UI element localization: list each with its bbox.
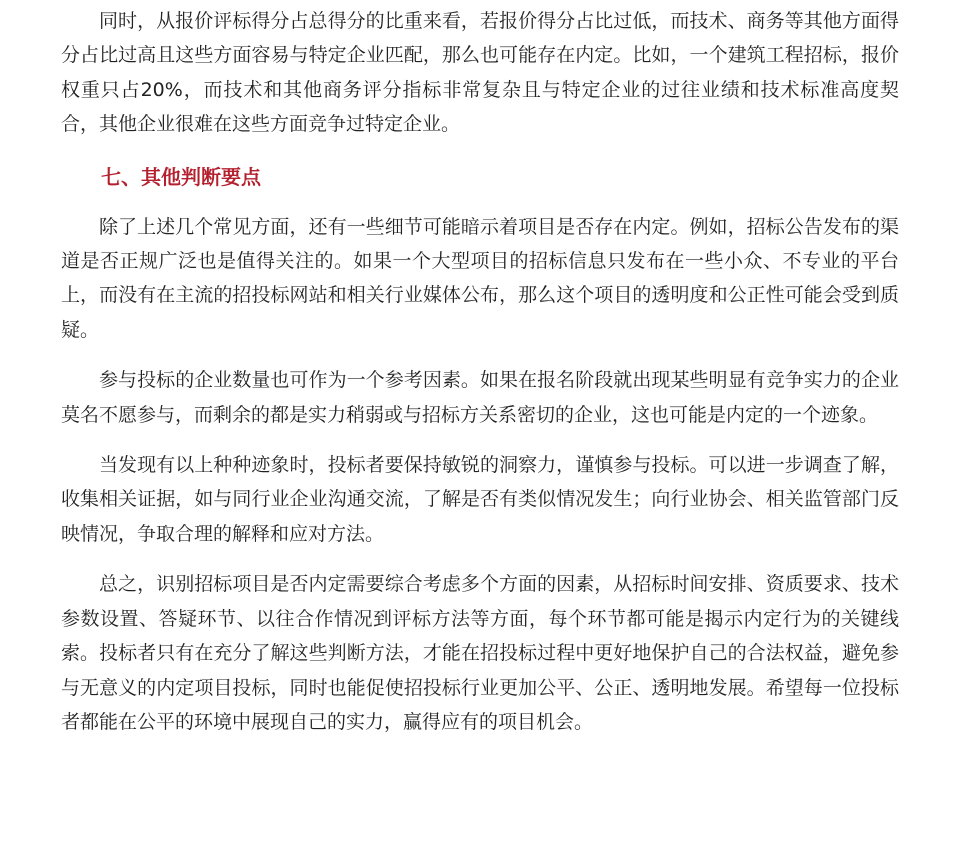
paragraph-conclusion: 总之，识别招标项目是否内定需要综合考虑多个方面的因素，从招标时间安排、资质要求、技术参数设置、答疑环节、以往合作情况到评标方法等方面，每个环节都可能是揭示内定行为的关键线索。投标者只有在充分了解这些判断方法，才能在招投标过程中更好地保护自己的合法权益，避免参与无意义的内定项目投标，同时也能促使招投标行业更加公平、公正、透明地发展。希望每一位投标者都能在公平的环境中展现自己的实力，赢得应有的项目机会。 [61,573,899,733]
paragraph-bidder-count: 参与投标的企业数量也可作为一个参考因素。如果在报名阶段就出现某些明显有竞争实力的企业莫名不愿参与，而剩余的都是实力稍弱或与招标方关系密切的企业，这也可能是内定的一个迹象。 [61,369,899,426]
paragraph-quote-weight: 同时，从报价评标得分占总得分的比重来看，若报价得分占比过低，而技术、商务等其他方面得分占比过高且这些方面容易与特定企业匹配，那么也可能存在内定。比如，一个建筑工程招标，报价权重只占20%，而技术和其他商务评分指标非常复杂且与特定企业的过往业绩和技术标准高度契合，其他企业很难在这些方面竞争过特定企业。 [61,10,899,136]
article-body [61,0,899,739]
section-heading: 七、其他判断要点 [101,164,261,189]
paragraph-response-advice: 当发现有以上种种迹象时，投标者要保持敏锐的洞察力，谨慎参与投标。可以进一步调查了解，收集相关证据，如与同行业企业沟通交流，了解是否有类似情况发生；向行业协会、相关监管部门反映情况，争取合理的解释和应对方法。 [61,454,899,545]
paragraph-publish-channel: 除了上述几个常见方面，还有一些细节可能暗示着项目是否存在内定。例如，招标公告发布的渠道是否正规广泛也是值得关注的。如果一个大型项目的招标信息只发布在一些小众、不专业的平台上，而没有在主流的招投标网站和相关行业媒体公布，那么这个项目的透明度和公正性可能会受到质疑。 [61,215,899,341]
